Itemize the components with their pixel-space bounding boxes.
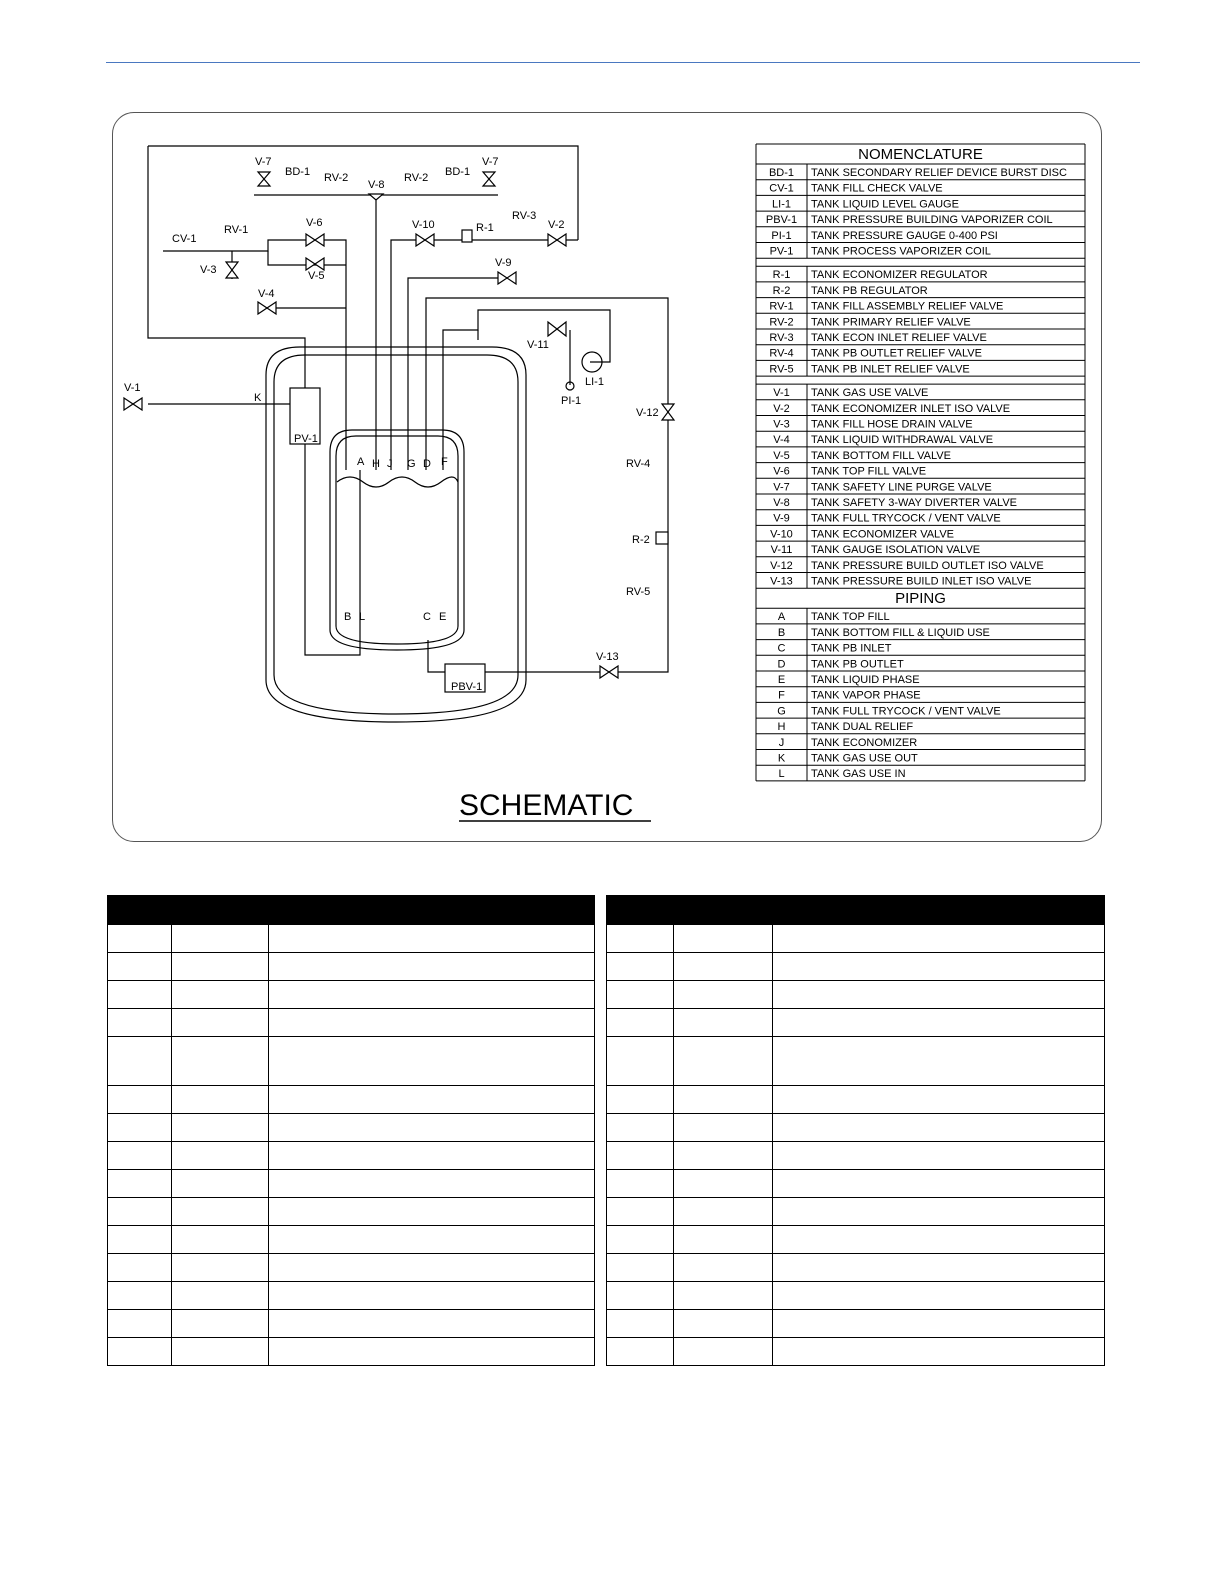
table-row	[607, 953, 1105, 981]
table-cell	[607, 1037, 674, 1086]
label-li1: LI-1	[585, 376, 604, 388]
valve-symbols	[124, 172, 674, 692]
nomenclature-code: V-8	[773, 497, 790, 509]
nomenclature-desc: TANK FULL TRYCOCK / VENT VALVE	[811, 512, 1001, 525]
nomenclature-desc: TANK LIQUID PHASE	[811, 674, 920, 686]
header-cell	[607, 896, 674, 925]
table-cell	[172, 1282, 269, 1310]
table-row	[607, 1086, 1105, 1114]
table-cell	[269, 1254, 595, 1282]
nomenclature-code: V-9	[773, 512, 790, 525]
table-cell	[108, 1142, 172, 1170]
label-r1: R-1	[476, 222, 494, 234]
port-l: L	[359, 611, 366, 623]
table-cell	[172, 953, 269, 981]
nomenclature-desc: TANK FILL CHECK VALVE	[811, 182, 943, 195]
table-cell	[269, 953, 595, 981]
label-rv4: RV-4	[626, 458, 651, 470]
nomenclature-desc: TANK SAFETY 3-WAY DIVERTER VALVE	[811, 497, 1017, 509]
table-cell	[773, 1338, 1105, 1366]
table-cell	[269, 1170, 595, 1198]
table-cell	[607, 1310, 674, 1338]
table-row	[108, 925, 595, 953]
table-cell	[773, 981, 1105, 1009]
label-bd1a: BD-1	[285, 166, 311, 178]
nomenclature-desc: TANK PB OUTLET RELIEF VALVE	[811, 347, 982, 360]
table-cell	[674, 953, 773, 981]
table-cell	[172, 925, 269, 953]
port-b: B	[344, 611, 352, 623]
table-row	[108, 1338, 595, 1366]
nomenclature-desc: TANK ECONOMIZER	[811, 736, 918, 749]
label-v2: V-2	[548, 219, 565, 231]
label-v11: V-11	[527, 339, 549, 351]
nomenclature-desc: TANK SECONDARY RELIEF DEVICE BURST DISC	[811, 167, 1067, 179]
table-cell	[607, 1009, 674, 1037]
table-cell	[269, 925, 595, 953]
table-row	[108, 953, 595, 981]
table-row	[108, 1310, 595, 1338]
table-row	[607, 1037, 1105, 1086]
table-cell	[172, 1170, 269, 1198]
nomenclature-title: NOMENCLATURE	[858, 146, 983, 163]
nomenclature-desc: TANK ECONOMIZER INLET ISO VALVE	[811, 402, 1011, 415]
nomenclature-desc: TANK PB INLET	[811, 642, 892, 655]
nomenclature-code: V-13	[770, 575, 793, 588]
nomenclature-code: RV-3	[769, 332, 794, 344]
label-v7a: V-7	[255, 156, 272, 168]
nomenclature-code: LI-1	[772, 198, 791, 211]
nomenclature-desc: TANK PRIMARY RELIEF VALVE	[811, 316, 971, 329]
table-cell	[172, 1086, 269, 1114]
label-v3: V-3	[200, 264, 217, 276]
header-cell	[674, 896, 773, 925]
table-cell	[172, 981, 269, 1009]
table-row	[607, 1310, 1105, 1338]
table-cell	[172, 1114, 269, 1142]
table-row	[607, 925, 1105, 953]
blank-table-left	[107, 895, 595, 1366]
nomenclature-code: V-4	[773, 434, 790, 447]
table-cell	[773, 953, 1105, 981]
label-rv3: RV-3	[512, 210, 537, 222]
label-v7b: V-7	[482, 156, 499, 168]
nomenclature-table	[756, 144, 1085, 781]
nomenclature-code: E	[777, 674, 786, 686]
table-cell	[172, 1198, 269, 1226]
nomenclature-desc: TANK PROCESS VAPORIZER COIL	[811, 245, 991, 258]
label-k: K	[254, 392, 262, 404]
table-cell	[674, 1170, 773, 1198]
nomenclature-code: G	[777, 705, 786, 718]
table-cell	[674, 1338, 773, 1366]
nomenclature-code: PI-1	[771, 229, 792, 242]
table-cell	[269, 981, 595, 1009]
label-rv2a: RV-2	[324, 172, 349, 184]
nomenclature-desc: TANK LIQUID LEVEL GAUGE	[811, 198, 959, 211]
table-cell	[108, 1009, 172, 1037]
port-c: C	[423, 611, 431, 623]
nomenclature-desc: TANK FILL ASSEMBLY RELIEF VALVE	[811, 300, 1004, 313]
nomenclature-desc: TANK ECONOMIZER VALVE	[811, 528, 955, 541]
table-cell	[773, 1037, 1105, 1086]
nomenclature-code: R-1	[772, 269, 791, 282]
table-cell	[674, 1226, 773, 1254]
table-cell	[674, 1037, 773, 1086]
table-row	[607, 1009, 1105, 1037]
table-cell	[674, 1009, 773, 1037]
table-cell	[607, 1114, 674, 1142]
header-cell	[773, 896, 1105, 925]
nomenclature-desc: TANK TOP FILL	[811, 611, 890, 624]
label-pi1: PI-1	[561, 395, 582, 407]
label-r2: R-2	[632, 534, 650, 546]
nomenclature-desc: TANK FULL TRYCOCK / VENT VALVE	[811, 705, 1001, 718]
table-cell	[773, 1198, 1105, 1226]
label-v12: V-12	[636, 407, 659, 419]
table-row	[607, 1338, 1105, 1366]
table-row	[108, 1086, 595, 1114]
port-d: D	[423, 458, 431, 470]
table-cell	[172, 1338, 269, 1366]
table-cell	[108, 1338, 172, 1366]
nomenclature-code: RV-5	[769, 363, 794, 376]
table-row	[108, 1254, 595, 1282]
table-cell	[773, 1282, 1105, 1310]
table-cell	[773, 1254, 1105, 1282]
nomenclature-desc: TANK PB INLET RELIEF VALVE	[811, 363, 970, 376]
table-cell	[607, 925, 674, 953]
label-cv1: CV-1	[172, 233, 197, 245]
table-cell	[607, 1226, 674, 1254]
nomenclature-desc: TANK TOP FILL VALVE	[811, 465, 927, 478]
label-v10: V-10	[412, 219, 435, 231]
table-cell	[773, 1114, 1105, 1142]
schematic-title: SCHEMATIC	[459, 789, 634, 822]
table-cell	[172, 1009, 269, 1037]
table-cell	[108, 1170, 172, 1198]
nomenclature-desc: TANK PRESSURE GAUGE 0-400 PSI	[811, 229, 998, 242]
table-cell	[269, 1226, 595, 1254]
table-cell	[773, 1142, 1105, 1170]
table-cell	[607, 981, 674, 1009]
nomenclature-code: V-1	[773, 387, 790, 400]
table-cell	[108, 1114, 172, 1142]
table-cell	[172, 1226, 269, 1254]
table-row	[607, 1282, 1105, 1310]
label-v13: V-13	[596, 651, 619, 663]
table-cell	[108, 925, 172, 953]
nomenclature-code: R-2	[772, 284, 791, 297]
table-cell	[269, 1086, 595, 1114]
table-row	[607, 1198, 1105, 1226]
table-cell	[172, 1310, 269, 1338]
nomenclature-desc: TANK BOTTOM FILL VALVE	[811, 449, 951, 462]
table-cell	[108, 1282, 172, 1310]
table-cell	[269, 1282, 595, 1310]
table-cell	[607, 1142, 674, 1170]
nomenclature-code: BD-1	[768, 167, 795, 179]
nomenclature-code: CV-1	[769, 182, 794, 195]
table-cell	[269, 1142, 595, 1170]
table-row	[108, 1170, 595, 1198]
nomenclature-desc: TANK PB REGULATOR	[811, 284, 928, 297]
nomenclature-code: H	[777, 721, 786, 734]
table-row	[607, 1114, 1105, 1142]
table-cell	[773, 1226, 1105, 1254]
table-cell	[607, 1170, 674, 1198]
nomenclature-desc: TANK FILL HOSE DRAIN VALVE	[811, 418, 973, 431]
port-h: H	[372, 458, 380, 470]
table-row	[607, 1170, 1105, 1198]
table-cell	[108, 1226, 172, 1254]
nomenclature-code: V-3	[773, 418, 790, 431]
blank-table-right	[606, 895, 1105, 1366]
table-cell	[607, 1198, 674, 1226]
label-v4: V-4	[258, 288, 275, 300]
table-cell	[108, 981, 172, 1009]
table-row	[607, 981, 1105, 1009]
table-cell	[674, 1282, 773, 1310]
table-cell	[108, 953, 172, 981]
nomenclature-desc: TANK PB OUTLET	[811, 658, 904, 671]
nomenclature-code: RV-4	[769, 347, 794, 360]
port-g: G	[407, 458, 416, 470]
nomenclature-desc: TANK PRESSURE BUILD OUTLET ISO VALVE	[811, 559, 1044, 572]
table-row	[108, 1282, 595, 1310]
table-cell	[674, 1114, 773, 1142]
label-v6: V-6	[306, 217, 323, 229]
table-row	[108, 1037, 595, 1086]
header-cell	[172, 896, 269, 925]
table-row	[108, 1009, 595, 1037]
table-cell	[108, 1310, 172, 1338]
label-rv2b: RV-2	[404, 172, 429, 184]
table-cell	[773, 1009, 1105, 1037]
table-cell	[172, 1254, 269, 1282]
nomenclature-code: B	[777, 626, 786, 639]
table-cell	[108, 1254, 172, 1282]
nomenclature-desc: TANK VAPOR PHASE	[811, 689, 921, 702]
table-cell	[108, 1086, 172, 1114]
table-cell	[172, 1037, 269, 1086]
nomenclature-code: RV-1	[769, 300, 794, 313]
table-row	[108, 1114, 595, 1142]
header-cell	[269, 896, 595, 925]
nomenclature-code: J	[778, 736, 785, 749]
table-cell	[773, 925, 1105, 953]
table-cell	[674, 1310, 773, 1338]
label-bd1b: BD-1	[445, 166, 471, 178]
header-cell	[108, 896, 172, 925]
label-v8: V-8	[368, 179, 385, 191]
label-rv5: RV-5	[626, 586, 651, 598]
table-cell	[269, 1037, 595, 1086]
port-a: A	[357, 456, 365, 468]
table-cell	[674, 925, 773, 953]
nomenclature-code: RV-2	[769, 316, 794, 329]
nomenclature-desc: TANK GAS USE IN	[811, 768, 906, 781]
nomenclature-code: V-11	[770, 544, 793, 557]
port-j: J	[387, 458, 393, 470]
table-row	[607, 1226, 1105, 1254]
nomenclature-code: L	[778, 768, 785, 781]
table-row	[108, 981, 595, 1009]
table-cell	[607, 1086, 674, 1114]
table-cell	[108, 1037, 172, 1086]
label-pv1: PV-1	[294, 433, 318, 445]
table-cell	[607, 1282, 674, 1310]
nomenclature-code: V-6	[773, 465, 790, 478]
table-cell	[674, 1142, 773, 1170]
table-cell	[607, 1338, 674, 1366]
nomenclature-code: K	[777, 752, 786, 765]
nomenclature-desc: TANK SAFETY LINE PURGE VALVE	[811, 481, 992, 494]
nomenclature-desc: TANK GAS USE OUT	[811, 752, 918, 765]
nomenclature-code: V-7	[773, 481, 790, 494]
nomenclature-desc: TANK DUAL RELIEF	[811, 721, 914, 734]
label-v5: V-5	[308, 270, 325, 282]
label-pbv1: PBV-1	[451, 681, 483, 693]
table-cell	[269, 1310, 595, 1338]
table-row	[607, 1142, 1105, 1170]
nomenclature-code: V-12	[770, 559, 793, 572]
piping-title: PIPING	[895, 590, 946, 608]
table-row	[607, 1254, 1105, 1282]
nomenclature-code: D	[777, 658, 786, 671]
nomenclature-code: V-2	[773, 402, 790, 415]
nomenclature-desc: TANK ECONOMIZER REGULATOR	[811, 269, 988, 282]
table-cell	[674, 1198, 773, 1226]
table-cell	[269, 1114, 595, 1142]
table-cell	[674, 1086, 773, 1114]
table-cell	[108, 1198, 172, 1226]
nomenclature-desc: TANK GAS USE VALVE	[811, 387, 929, 400]
table-cell	[269, 1338, 595, 1366]
table-row	[108, 1198, 595, 1226]
table-cell	[674, 1254, 773, 1282]
nomenclature-code: A	[777, 611, 786, 624]
nomenclature-code: F	[778, 689, 785, 702]
nomenclature-desc: TANK PRESSURE BUILD INLET ISO VALVE	[811, 575, 1032, 588]
label-rv1: RV-1	[224, 224, 249, 236]
nomenclature-code: C	[777, 642, 786, 655]
nomenclature-code: PV-1	[769, 245, 794, 258]
label-v9: V-9	[495, 257, 512, 269]
label-v1: V-1	[124, 382, 141, 394]
table-cell	[269, 1009, 595, 1037]
table-cell	[269, 1198, 595, 1226]
nomenclature-code: PBV-1	[765, 214, 798, 227]
table-cell	[773, 1310, 1105, 1338]
port-f: F	[441, 456, 448, 468]
nomenclature-desc: TANK BOTTOM FILL & LIQUID USE	[811, 626, 990, 639]
nomenclature-desc: TANK ECON INLET RELIEF VALVE	[811, 332, 987, 344]
nomenclature-code: V-10	[770, 528, 793, 541]
table-row	[108, 1142, 595, 1170]
nomenclature-desc: TANK LIQUID WITHDRAWAL VALVE	[811, 434, 994, 447]
table-row	[108, 1226, 595, 1254]
table-cell	[773, 1170, 1105, 1198]
nomenclature-desc: TANK PRESSURE BUILDING VAPORIZER COIL	[811, 214, 1053, 227]
table-cell	[773, 1086, 1105, 1114]
table-cell	[607, 1254, 674, 1282]
nomenclature-code: V-5	[773, 449, 790, 462]
table-cell	[607, 953, 674, 981]
table-cell	[172, 1142, 269, 1170]
port-e: E	[439, 611, 447, 623]
table-cell	[674, 981, 773, 1009]
nomenclature-desc: TANK GAUGE ISOLATION VALVE	[811, 544, 981, 557]
